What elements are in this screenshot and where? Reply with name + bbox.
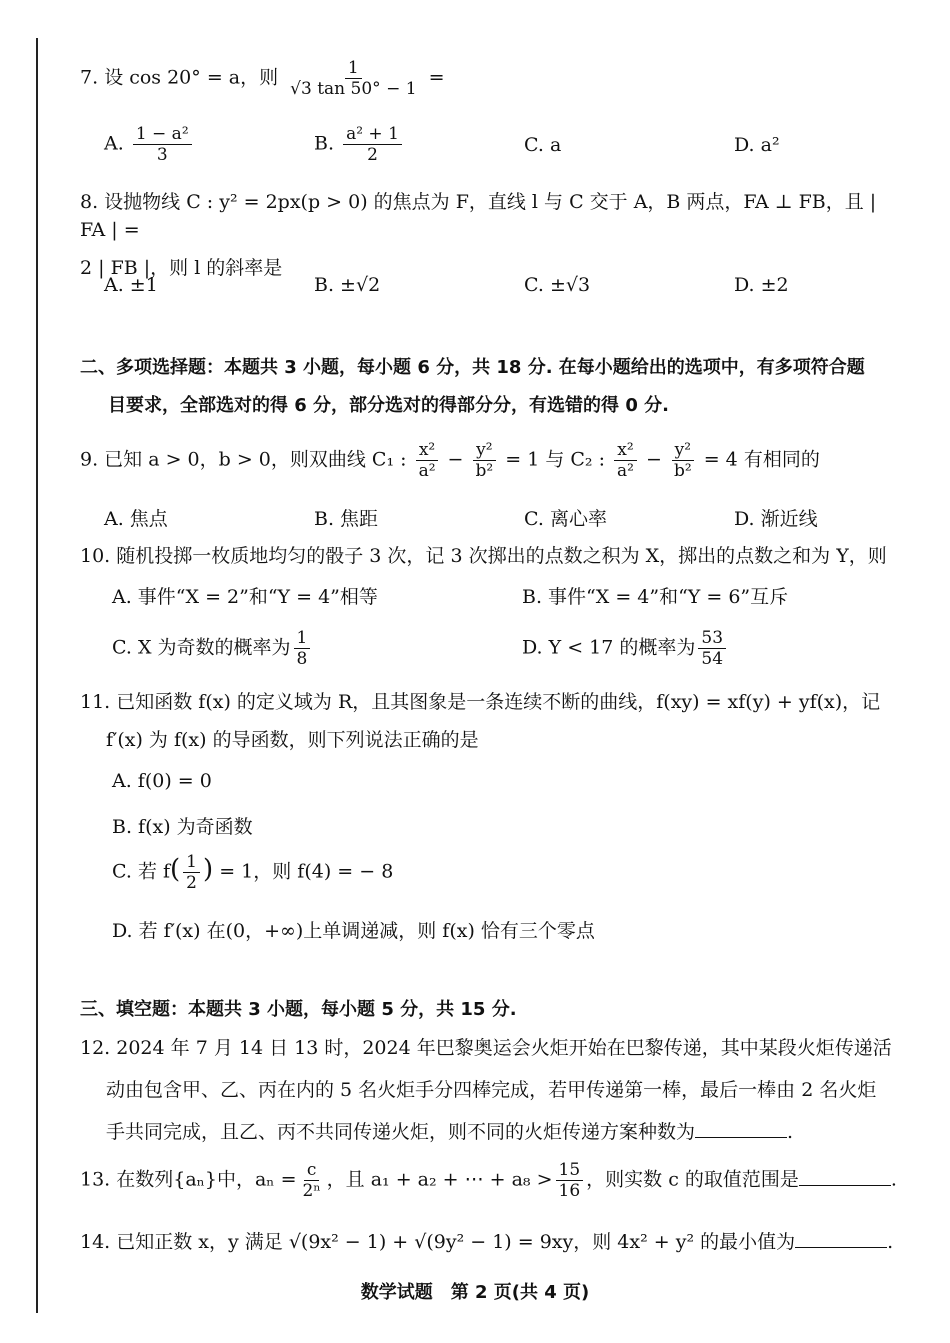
q11-option-a[interactable]: A. f(0) = 0 bbox=[112, 770, 212, 792]
q8-line-2: 2 | FB |，则 l 的斜率是 bbox=[80, 257, 283, 279]
q10-options-row-2 bbox=[112, 628, 902, 672]
q8-option-c[interactable]: C. ±√3 bbox=[524, 274, 591, 296]
q9-option-a[interactable]: A. 焦点 bbox=[104, 508, 168, 530]
q10-options-row-1 bbox=[112, 582, 902, 616]
section-2-heading: 二、多项选择题：本题共 3 小题，每小题 6 分，共 18 分. 在每小题给出的选项中，有多项符合题 目要求，全部选对的得 6 分，部分选对的得部分分，有选错的得 0 分. bbox=[80, 357, 865, 416]
q7-frac-num: 1 bbox=[345, 58, 362, 79]
page-footer: 数学试题 第 2 页(共 4 页) bbox=[360, 1282, 590, 1303]
q10-option-c[interactable]: C. X 为奇数的概率为 $\frac{1}{8}$ bbox=[112, 628, 313, 669]
q8-option-d[interactable]: D. ±2 bbox=[734, 274, 789, 296]
question-12: 12. 2024 年 7 月 14 日 13 时，2024 年巴黎奥运会火炬开始在巴黎传递，其中某段火炬传递活 动由包含甲、乙、丙在内的 5 名火炬手分四棒完成，若甲传递第一棒，最后一棒由 2 名火炬 手共同完成，且乙、丙不共同传递火炬，则不同的火炬传递方案种数为 . bbox=[80, 1037, 892, 1143]
q7-option-a[interactable]: A. $\frac{\text{1 − a²}}{3}$ bbox=[104, 124, 195, 165]
q7-stem-pre: 设 cos 20° = a，则 bbox=[104, 66, 279, 89]
q10-option-a[interactable]: A. 事件“X = 2”和“Y = 4”相等 bbox=[112, 586, 378, 608]
question-10: 10. 随机投掷一枚质地均匀的骰子 3 次，记 3 次掷出的点数之积为 X，掷出的点数之和为 Y，则 bbox=[80, 545, 887, 567]
q11-option-b[interactable]: B. f(x) 为奇函数 bbox=[112, 816, 253, 838]
question-14: 14. 已知正数 x，y 满足 √(9x² − 1) + √(9y² − 1) = 9xy，则 4x² + y² 的最小值为 . bbox=[80, 1231, 894, 1253]
q10-option-d[interactable]: D. Y < 17 的概率为 $\frac{53}{54}$ bbox=[522, 628, 729, 669]
question-8 bbox=[80, 188, 902, 282]
q12-answer-blank[interactable] bbox=[695, 1119, 787, 1138]
q9-option-b[interactable]: B. 焦距 bbox=[314, 508, 379, 530]
question-11: 11. 已知函数 f(x) 的定义域为 R，且其图象是一条连续不断的曲线，f(xy) = xf(y) + yf(x)，记 f′(x) 为 f(x) 的导函数，则下列说法正确的是 bbox=[80, 691, 881, 751]
q8-options bbox=[104, 274, 902, 308]
q11-option-c[interactable]: C. 若 f( $\frac{1}{2}$ ) = 1，则 f(4) = − 8 bbox=[112, 852, 394, 893]
q13-answer-blank[interactable] bbox=[799, 1167, 891, 1186]
question-7 bbox=[80, 58, 902, 99]
q11-option-d[interactable]: D. 若 f′(x) 在(0，+∞)上单调递减，则 f(x) 恰有三个零点 bbox=[112, 920, 595, 942]
q7-number: 7. bbox=[80, 66, 99, 89]
q7-option-b[interactable]: B. $\frac{\text{a² + 1}}{2}$ bbox=[314, 124, 405, 165]
q8-option-b[interactable]: B. ±√2 bbox=[314, 274, 381, 296]
question-9: 9. 已知 a > 0，b > 0，则双曲线 C₁ : $\frac{\text{x²}}{\text{a²}}$ − $\frac{\text{y²}}{\text{b²}}$ = 1 与 C₂ : $\frac{\text{x²}}{\text{a²}}$ − $\frac{\text{y²}}{\text{b²}}$ = 4 有相同的 bbox=[80, 440, 820, 481]
q14-answer-blank[interactable] bbox=[795, 1229, 887, 1248]
q8-line-1: 8. 设抛物线 C : y² = 2px(p > 0) 的焦点为 F，直线 l 与 C 交于 A，B 两点，FA ⊥ FB，且 | FA | = bbox=[80, 191, 877, 241]
question-13: 13. 在数列{aₙ}中，aₙ = $\frac{c}{\text{2ⁿ}}$ ，且 a₁ + a₂ + ⋯ + a₈ > $\frac{15}{16}$ ，则实数 c 的取值范围是 . bbox=[80, 1160, 897, 1201]
q9-option-d[interactable]: D. 渐近线 bbox=[734, 508, 818, 530]
q9-option-c[interactable]: C. 离心率 bbox=[524, 508, 607, 530]
q9-options bbox=[104, 504, 902, 538]
q7-option-c[interactable]: C. a bbox=[524, 134, 562, 156]
q7-fraction bbox=[287, 58, 419, 99]
q7-stem-post: = bbox=[428, 66, 445, 89]
q10-option-b[interactable]: B. 事件“X = 4”和“Y = 6”互斥 bbox=[522, 586, 789, 608]
q7-option-d[interactable]: D. a² bbox=[734, 134, 780, 156]
q7-frac-den: √3 tan 50° − 1 bbox=[290, 79, 417, 99]
q8-option-a[interactable]: A. ±1 bbox=[104, 274, 158, 296]
binding-margin-line bbox=[36, 38, 38, 1313]
section-3-heading: 三、填空题：本题共 3 小题，每小题 5 分，共 15 分. bbox=[80, 999, 517, 1020]
q7-options bbox=[104, 124, 902, 165]
